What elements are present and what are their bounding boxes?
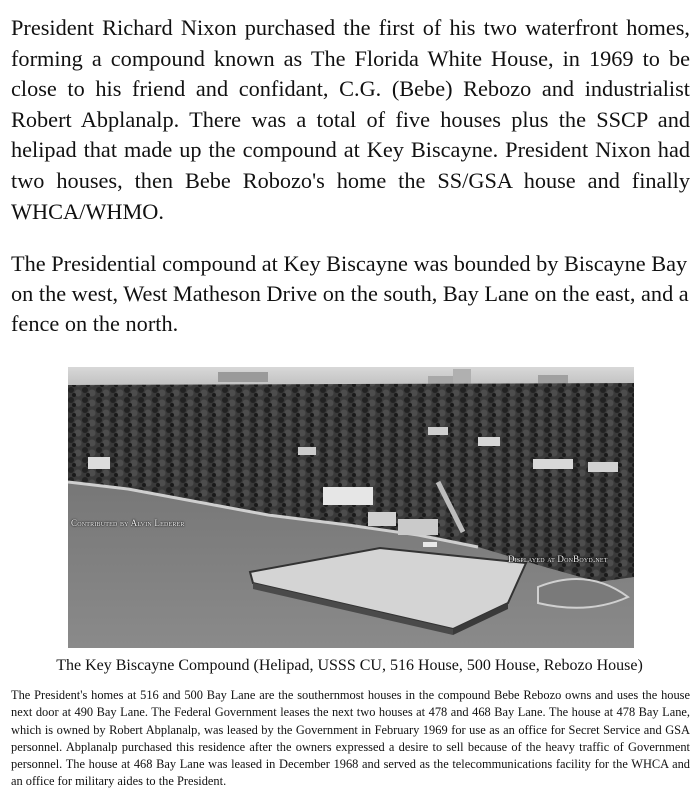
photo-credit-watermark: Contributed by Alvin Lederer bbox=[71, 518, 185, 528]
houses-note-paragraph: The President's homes at 516 and 500 Bay Lane are the southernmost houses in the compound Bebe Rebozo owns and uses the house next door at 490 Bay Lane. The Federal Government leases the next two houses at 478 and 468 Bay Lane. The house at 478 Bay Lane, which is owned by Robert Abplanalp, was leased by the Government in February 1969 for use as an office for Secret Service and GSA personnel. Abplanalp purchased this residence after the owners expressed a desire to sell because of the heavy traffic of Government personnel. The house at 468 Bay Lane was leased in December 1968 and served as the telecommunications facility for the WHCA and an office for military aides to the President. bbox=[11, 688, 690, 789]
bounds-paragraph: The Presidential compound at Key Biscayne was bounded by Biscayne Bay on the west, West Matheson Drive on the south, Bay Lane on the east, and a fence on the north. bbox=[11, 251, 689, 336]
photo-display-watermark: Displayed at DonBoyd.net bbox=[508, 554, 608, 564]
photo-caption: The Key Biscayne Compound (Helipad, USSS CU, 516 House, 500 House, Rebozo House) bbox=[56, 657, 643, 674]
compound-aerial-photo bbox=[68, 367, 634, 648]
aerial-photo-graphic bbox=[68, 367, 634, 648]
intro-paragraph: President Richard Nixon purchased the first of his two waterfront homes, forming a compound known as The Florida White House, in 1969 to be close to his friend and confidant, C.G. (Bebe) Rebozo and industrialist Robert Abplanalp. There was a total of five houses plus the SSCP and helipad that made up the compound at Key Biscayne. President Nixon had two houses, then Bebe Robozo's home the SS/GSA house and finally WHCA/WHMO. bbox=[11, 15, 690, 224]
